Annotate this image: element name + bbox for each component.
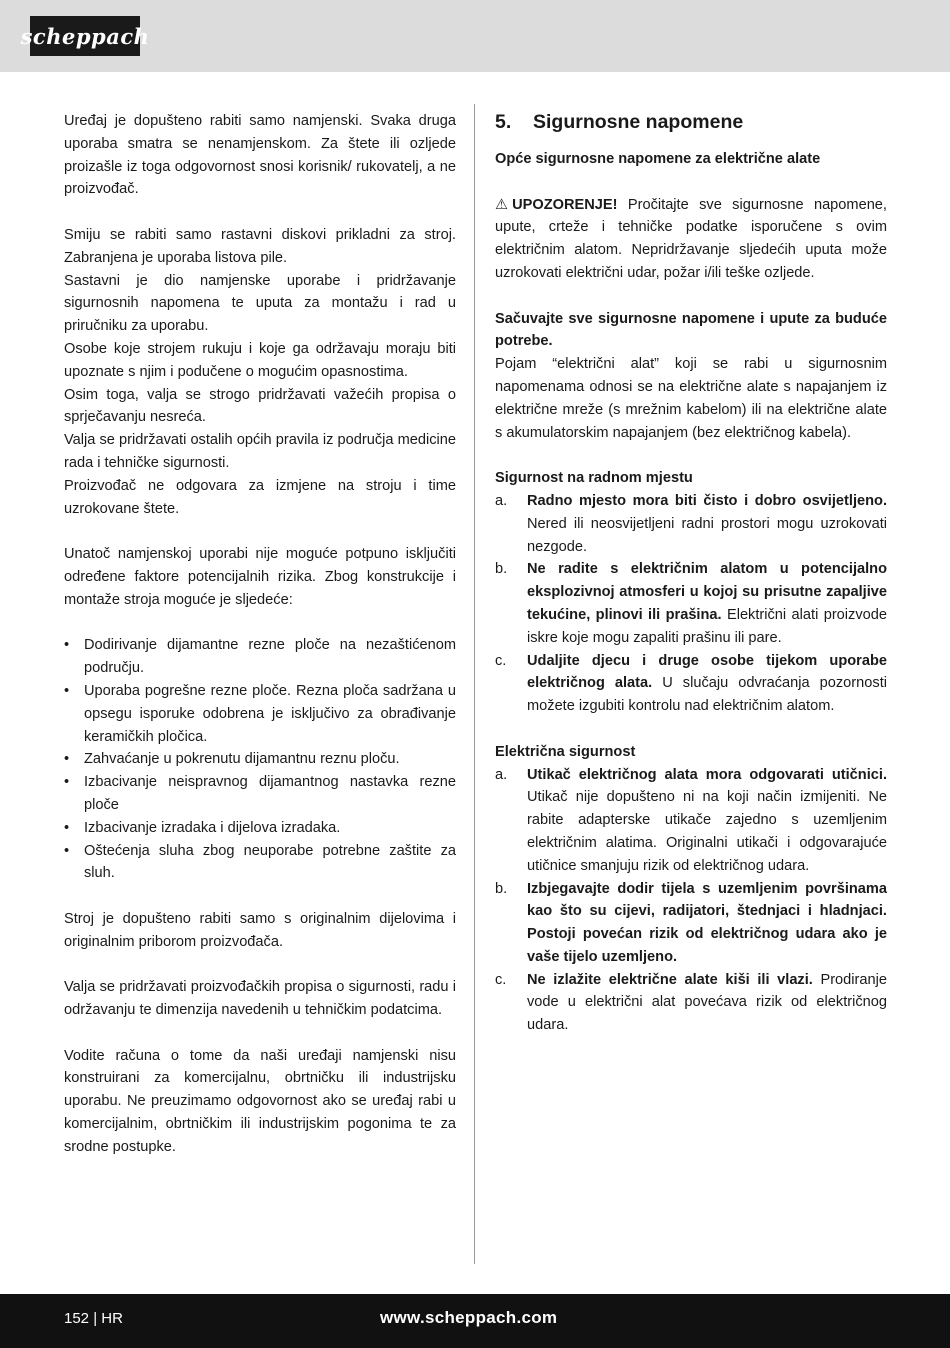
paragraph: Stroj je dopušteno rabiti samo s originalnim dijelovima i originalnim priborom proizvođača. (64, 910, 456, 950)
page-footer (0, 1294, 950, 1348)
risk-list (64, 634, 456, 885)
scheppach-logo: scheppach (30, 16, 140, 56)
paragraph: Uređaj je dopušteno rabiti samo namjenski. Svaka druga uporaba smatra se nenamjenskom. Za štete ili ozljede proizašle iz toga odgovornost snosi korisnik/ rukovatelj, a ne proizvođač. (64, 113, 456, 198)
paragraph: Pojam “električni alat” koji se rabi u sigurnosnim napomenama odnosi se na električne alate s napajanjem iz električne mreže (s mrežnim kabelom) ili na električne alate s akumulatorskim napajanjem (bez električnog kabela). (495, 356, 887, 441)
paragraph: Valja se pridržavati ostalih općih pravila iz područja medicine rada i tehničke sigurnosti. (64, 432, 456, 471)
subsection-title: Opće sigurnosne napomene za električne alate (495, 151, 821, 167)
paragraph: Smiju se rabiti samo rastavni diskovi prikladni za stroj. Zabranjena je uporaba listova pile. (64, 226, 456, 266)
paragraph: Osim toga, valja se strogo pridržavati važećih propisa o sprječavanju nesreća. (64, 386, 456, 426)
paragraph: Valja se pridržavati proizvođačkih propisa o sigurnosti, radu i održavanju te dimenzija navedenih u tehničkim podatcima. (64, 979, 456, 1019)
list-item: • Zahvaćanje u pokrenutu dijamantnu reznu ploču. (64, 751, 400, 768)
paragraph: Proizvođač ne odgovara za izmjene na stroju i time uzrokovane štete. (64, 477, 456, 517)
section-number: 5. (495, 111, 512, 133)
paragraph: Vodite računa o tome da naši uređaji namjenski nisu konstruirani za komercijalnu, obrtničku ili industrijsku uporabu. Ne preuzimamo odgovornost ako se uređaj rabi u komercijalnim, obrtničkim ili industrijskim pogonima te za srodne postupke. (64, 1047, 456, 1155)
electrical-safety-list (495, 764, 887, 1038)
list-item: b. Ne radite s električnim alatom u potencijalno eksplozivnoj atmosferi u kojoj su prisutne zapaljive tekućine, plinovi ili prašina. Električni alati proizvode iskre koje mogu zapaliti prašinu ili pare. (495, 561, 887, 646)
list-item: c. Ne izlažite električne alate kiši ili vlazi. Prodiranje vode u električni alat povećava rizik od električnog udara. (495, 971, 887, 1034)
column-divider (474, 104, 475, 1264)
work-safety-list (495, 490, 887, 718)
list-item: • Oštećenja sluha zbog neuporabe potrebne zaštite za sluh. (64, 842, 456, 882)
list-item: a. Utikač električnog alata mora odgovarati utičnici. Utikač nije dopušteno ni na koji način izmijeniti. Ne rabite adapterske utikače zajedno s uzemljenim električnim alatima. Originalni utikači i odgovarajuće utičnice smanjuju rizik od električnog udara. (495, 766, 887, 874)
subsection-title: Sigurnost na radnom mjestu (495, 470, 693, 487)
paragraph: Osobe koje strojem rukuju i koje ga održavaju moraju biti upoznate s njim i podučene o mogućim opasnostima. (64, 340, 456, 380)
list-item: a. Radno mjesto mora biti čisto i dobro osvijetljeno. Nered ili neosvijetljeni radni prostori mogu uzrokovati nezgode. (495, 492, 887, 555)
section-title: Sigurnosne napomene (533, 111, 744, 133)
list-item: • Dodirivanje dijamantne rezne ploče na nezaštićenom području. (64, 637, 456, 677)
paragraph: Sastavni je dio namjenske uporabe i pridržavanje sigurnosnih napomena te uputa za montažu i rad u priručniku za uporabu. (64, 272, 456, 335)
keep-instructions: Sačuvajte sve sigurnosne napomene i upute za buduće potrebe. (495, 310, 887, 350)
list-item: • Uporaba pogrešne rezne ploče. Rezna ploča sadržana u opsegu isporuke odobrena je isključivo za obrađivanje keramičkih pločica. (64, 682, 456, 745)
page-header (0, 0, 950, 72)
warning-paragraph: ⚠ UPOZORENJE! Pročitajte sve sigurnosne napomene, upute, crteže i tehničke podatke isporučene s ovim električnim alatom. Nepridržavanje sljedećih uputa može uzrokovati električni udar, požar i/ili teške ozljede. (495, 194, 887, 285)
website-url: www.scheppach.com (380, 1308, 558, 1327)
warning-label: UPOZORENJE! (512, 196, 618, 213)
right-column (495, 110, 887, 1037)
section-heading (495, 110, 887, 134)
paragraph: Unatoč namjenskoj uporabi nije moguće potpuno isključiti određene faktore potencijalnih rizika. Zbog konstrukcije i montaže stroja moguće je sljedeće: (64, 546, 456, 608)
warning-icon: ⚠ (495, 196, 509, 213)
left-column (64, 110, 456, 1159)
subsection-title: Električna sigurnost (495, 743, 636, 760)
list-item: c. Udaljite djecu i druge osobe tijekom uporabe električnog alata. U slučaju odvraćanja pozornosti možete izgubiti kontrolu nad električnim alatom. (495, 652, 887, 715)
list-item: b. Izbjegavajte dodir tijela s uzemljenim površinama kao što su cijevi, radijatori, štednjaci i hladnjaci. Postoji povećan rizik od električnog udara ako je vaše tijelo uzemljeno. (495, 880, 887, 965)
page-number: 152 | HR (64, 1310, 123, 1327)
list-item: • Izbacivanje neispravnog dijamantnog nastavka rezne ploče (64, 774, 456, 813)
list-item: • Izbacivanje izradaka i dijelova izradaka. (64, 819, 341, 836)
